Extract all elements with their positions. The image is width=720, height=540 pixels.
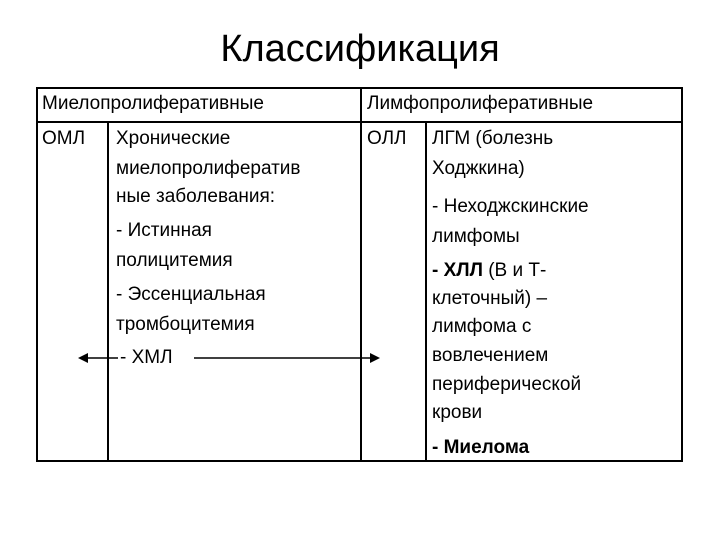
cml-label: - ХМЛ xyxy=(120,347,173,368)
header-lymphoproliferative: Лимфопролиферативные xyxy=(367,93,594,114)
myelo-line: ные заболевания: xyxy=(116,186,276,207)
aml-label: ОМЛ xyxy=(42,128,86,149)
myelo-line: тромбоцитемия xyxy=(116,314,255,335)
lympho-line: Ходжкина) xyxy=(432,158,525,179)
right-arrow-icon xyxy=(194,353,380,363)
myelo-line: миелопролифератив xyxy=(116,158,301,179)
cll-line: крови xyxy=(432,402,483,423)
myelo-line: полицитемия xyxy=(116,250,233,271)
myeloma-label: - Миелома xyxy=(432,437,530,458)
myelo-line: Хронические xyxy=(116,128,231,149)
header-myeloproliferative: Миелопролиферативные xyxy=(42,93,264,114)
left-arrow-icon xyxy=(78,353,118,363)
cll-line: вовлечением xyxy=(432,345,549,366)
nhl-line: - Неходжскинские xyxy=(432,196,589,217)
all-label: ОЛЛ xyxy=(367,128,407,149)
cll-line: лимфома с xyxy=(432,316,532,337)
myelo-line: - Истинная xyxy=(116,220,212,241)
slide-title: Классификация xyxy=(220,28,500,70)
nhl-line: лимфомы xyxy=(432,226,520,247)
cll-line: периферической xyxy=(432,374,582,395)
cll-line: клеточный) – xyxy=(432,288,548,309)
cll-label: - ХЛЛ xyxy=(432,260,483,281)
cll-type: (В и Т- xyxy=(482,260,547,281)
lympho-line: ЛГМ (болезнь xyxy=(432,128,554,149)
myelo-line: - Эссенциальная xyxy=(116,284,266,305)
